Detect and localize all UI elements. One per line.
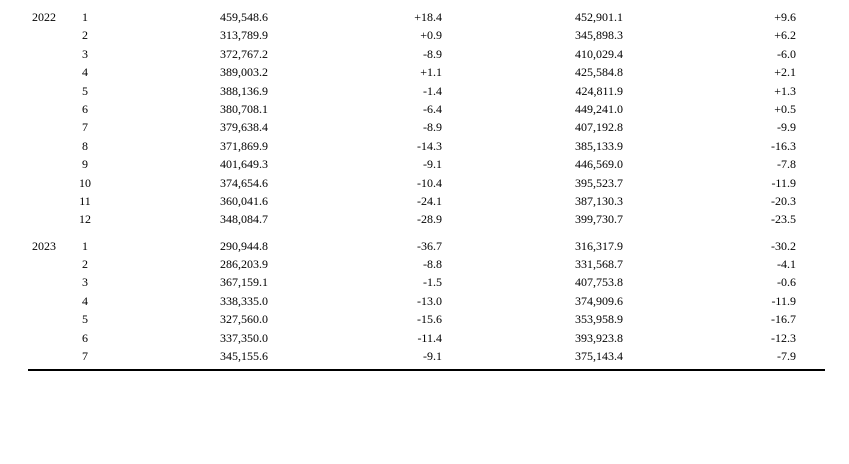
value-cell-1: 313,789.9	[220, 28, 268, 43]
value-cell-2: 387,130.3	[575, 193, 623, 208]
month-cell: 6	[82, 330, 88, 345]
value-cell-2: 345,898.3	[575, 28, 623, 43]
change-cell-1: -15.6	[417, 312, 442, 327]
change-cell-1: -9.1	[423, 157, 442, 172]
value-cell-1: 327,560.0	[220, 312, 268, 327]
value-cell-2: 407,753.8	[575, 275, 623, 290]
value-cell-2: 452,901.1	[575, 10, 623, 24]
change-cell-2: -7.9	[777, 349, 796, 364]
table-row	[28, 45, 825, 63]
change-cell-1: -9.1	[423, 349, 442, 364]
change-cell-2: +1.3	[774, 83, 796, 98]
month-cell: 4	[82, 65, 88, 80]
value-cell-1: 371,869.9	[220, 138, 268, 153]
value-cell-2: 410,029.4	[575, 46, 623, 61]
table-row	[28, 255, 825, 273]
year-label: 2022	[32, 10, 56, 24]
value-cell-1: 380,708.1	[220, 101, 268, 116]
change-cell-2: +9.6	[774, 10, 796, 24]
value-cell-2: 316,317.9	[575, 238, 623, 253]
table-row	[28, 155, 825, 173]
table-row	[28, 82, 825, 100]
table-row	[28, 210, 825, 228]
value-cell-1: 286,203.9	[220, 257, 268, 272]
change-cell-1: -13.0	[417, 293, 442, 308]
change-cell-2: -7.8	[777, 157, 796, 172]
table-row	[28, 292, 825, 310]
table-body	[28, 8, 825, 365]
value-cell-2: 375,143.4	[575, 349, 623, 364]
table-row	[28, 237, 825, 255]
change-cell-1: +1.1	[420, 65, 442, 80]
table-row	[28, 192, 825, 210]
change-cell-2: -16.7	[771, 312, 796, 327]
month-cell: 1	[82, 10, 88, 24]
change-cell-1: -14.3	[417, 138, 442, 153]
value-cell-1: 348,084.7	[220, 212, 268, 227]
value-cell-1: 337,350.0	[220, 330, 268, 345]
change-cell-2: -11.9	[771, 175, 796, 190]
table-row	[28, 26, 825, 44]
change-cell-2: -30.2	[771, 238, 796, 253]
value-cell-2: 424,811.9	[575, 83, 623, 98]
value-cell-2: 374,909.6	[575, 293, 623, 308]
value-cell-1: 388,136.9	[220, 83, 268, 98]
table-row	[28, 63, 825, 81]
month-cell: 4	[82, 293, 88, 308]
change-cell-2: -11.9	[771, 293, 796, 308]
value-cell-1: 290,944.8	[220, 238, 268, 253]
month-cell: 11	[79, 193, 91, 208]
change-cell-2: -16.3	[771, 138, 796, 153]
change-cell-1: -1.4	[423, 83, 442, 98]
month-cell: 5	[82, 312, 88, 327]
change-cell-1: -11.4	[417, 330, 442, 345]
month-cell: 6	[82, 101, 88, 116]
value-cell-2: 331,568.7	[575, 257, 623, 272]
data-table	[28, 8, 825, 371]
change-cell-1: -6.4	[423, 101, 442, 116]
value-cell-2: 446,569.0	[575, 157, 623, 172]
change-cell-1: -8.9	[423, 120, 442, 135]
table-row	[28, 273, 825, 291]
month-cell: 8	[82, 138, 88, 153]
value-cell-2: 425,584.8	[575, 65, 623, 80]
year-label: 2023	[32, 238, 56, 253]
change-cell-2: -23.5	[771, 212, 796, 227]
value-cell-1: 360,041.6	[220, 193, 268, 208]
value-cell-2: 399,730.7	[575, 212, 623, 227]
value-cell-1: 389,003.2	[220, 65, 268, 80]
group-spacer	[28, 229, 825, 237]
month-cell: 1	[82, 238, 88, 253]
value-cell-2: 385,133.9	[575, 138, 623, 153]
table-row	[28, 137, 825, 155]
value-cell-1: 345,155.6	[220, 349, 268, 364]
change-cell-1: -10.4	[417, 175, 442, 190]
month-cell: 7	[82, 349, 88, 364]
change-cell-2: +6.2	[774, 28, 796, 43]
month-cell: 2	[82, 257, 88, 272]
change-cell-1: -36.7	[417, 238, 442, 253]
table-bottom-rule	[28, 369, 825, 371]
table-row	[28, 100, 825, 118]
month-cell: 2	[82, 28, 88, 43]
value-cell-1: 367,159.1	[220, 275, 268, 290]
change-cell-2: +2.1	[774, 65, 796, 80]
value-cell-2: 393,923.8	[575, 330, 623, 345]
month-cell: 9	[82, 157, 88, 172]
change-cell-1: -8.8	[423, 257, 442, 272]
month-cell: 12	[79, 212, 91, 227]
value-cell-1: 372,767.2	[220, 46, 268, 61]
month-cell: 3	[82, 46, 88, 61]
change-cell-2: -6.0	[777, 46, 796, 61]
value-cell-2: 353,958.9	[575, 312, 623, 327]
table-row	[28, 8, 825, 26]
table-row	[28, 347, 825, 365]
change-cell-1: +18.4	[414, 10, 442, 24]
change-cell-2: -4.1	[777, 257, 796, 272]
table-row	[28, 329, 825, 347]
month-cell: 7	[82, 120, 88, 135]
value-cell-2: 407,192.8	[575, 120, 623, 135]
month-cell: 5	[82, 83, 88, 98]
change-cell-2: +0.5	[774, 101, 796, 116]
value-cell-2: 449,241.0	[575, 101, 623, 116]
change-cell-1: -28.9	[417, 212, 442, 227]
table-row	[28, 118, 825, 136]
value-cell-1: 459,548.6	[220, 10, 268, 24]
change-cell-2: -0.6	[777, 275, 796, 290]
value-cell-1: 401,649.3	[220, 157, 268, 172]
change-cell-2: -12.3	[771, 330, 796, 345]
change-cell-1: -24.1	[417, 193, 442, 208]
change-cell-2: -20.3	[771, 193, 796, 208]
value-cell-2: 395,523.7	[575, 175, 623, 190]
value-cell-1: 379,638.4	[220, 120, 268, 135]
change-cell-1: -1.5	[423, 275, 442, 290]
month-cell: 10	[79, 175, 91, 190]
value-cell-1: 338,335.0	[220, 293, 268, 308]
table-row	[28, 174, 825, 192]
month-cell: 3	[82, 275, 88, 290]
change-cell-1: +0.9	[420, 28, 442, 43]
value-cell-1: 374,654.6	[220, 175, 268, 190]
change-cell-2: -9.9	[777, 120, 796, 135]
table-row	[28, 310, 825, 328]
change-cell-1: -8.9	[423, 46, 442, 61]
